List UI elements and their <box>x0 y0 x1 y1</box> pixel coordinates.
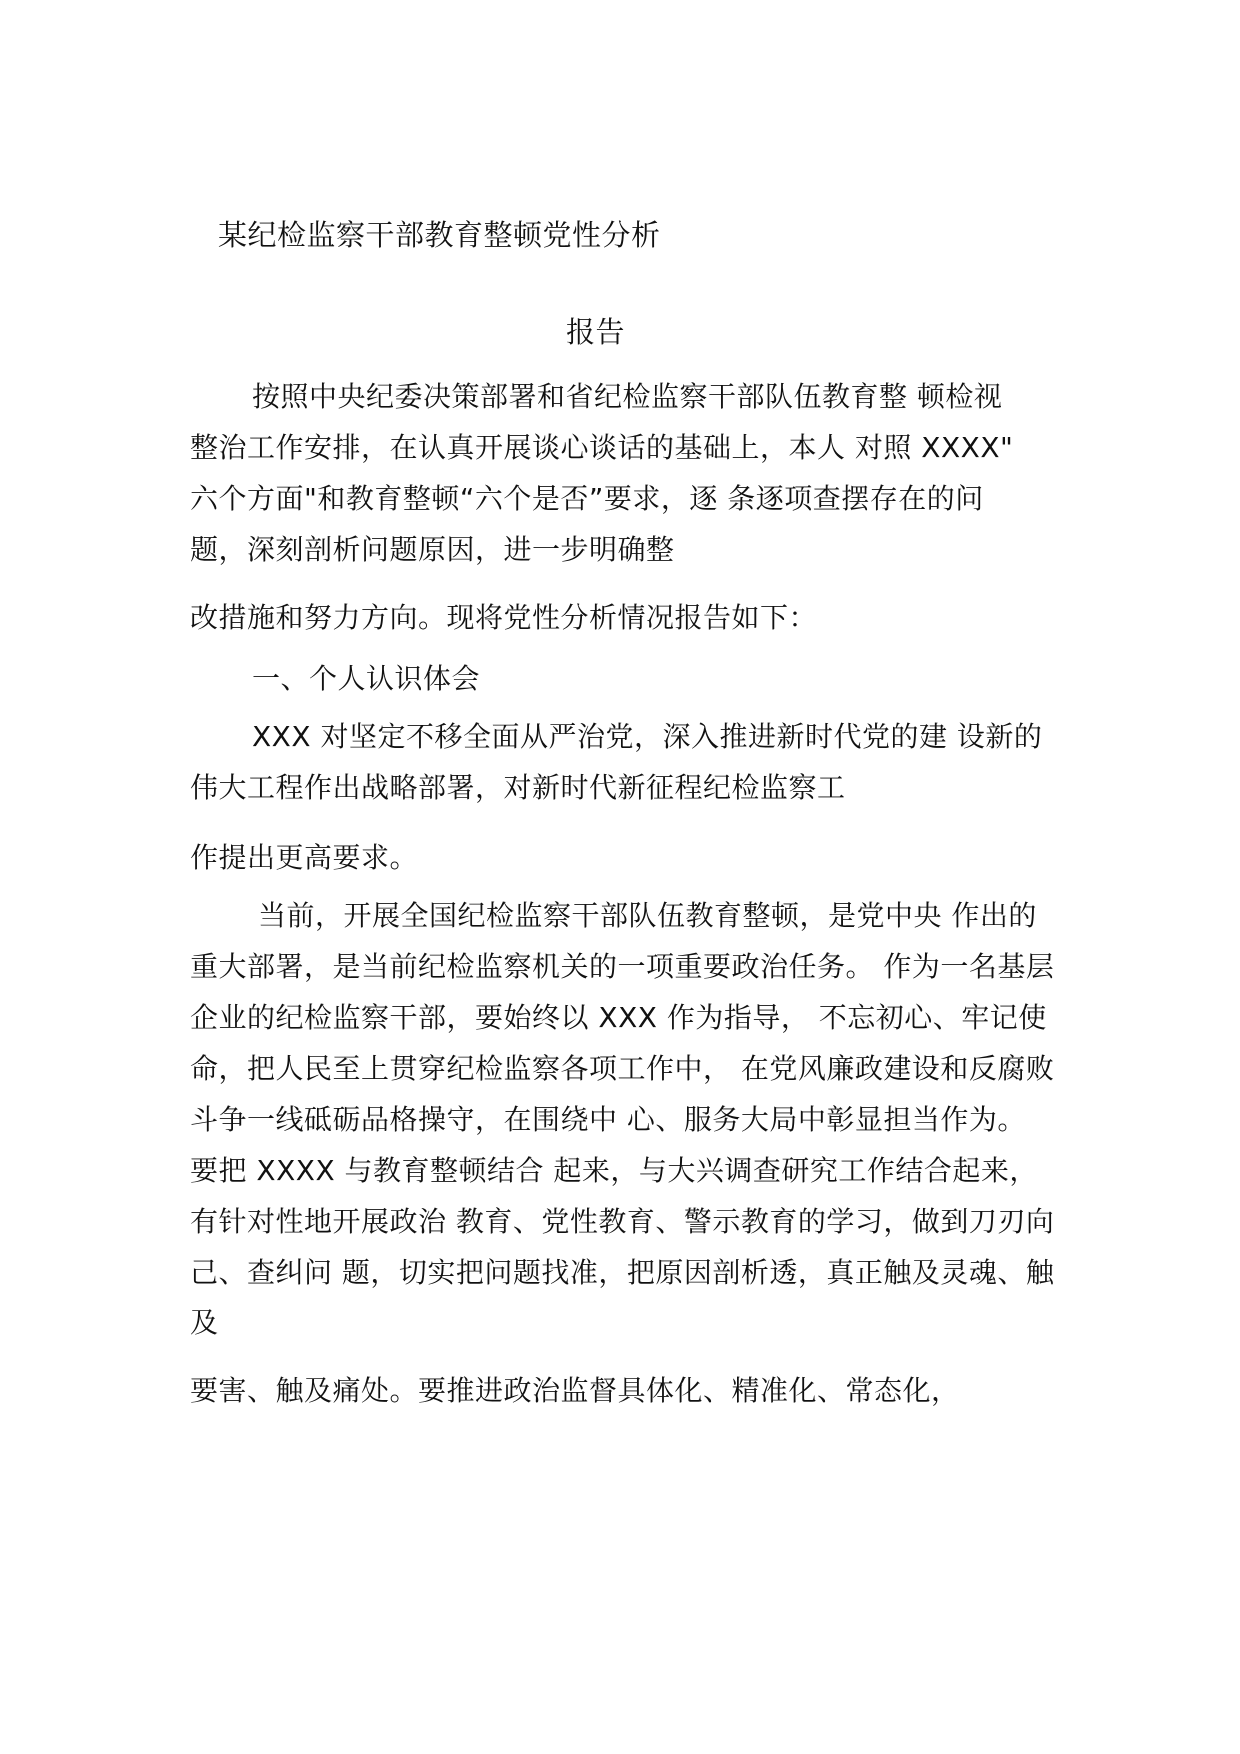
paragraph-line: 命，把人民至上贯穿纪检监察各项工作中， 在党风廉政建设和反腐败 <box>190 1052 1055 1085</box>
paragraph-line: 改措施和努力方向。现将党性分析情况报告如下： <box>190 601 818 634</box>
paragraph-line: 伟大工程作出战略部署，对新时代新征程纪检监察工 <box>190 771 846 804</box>
paragraph-line: 斗争一线砥砺品格操守，在围绕中 心、服务大局中彰显担当作为。 <box>190 1103 1026 1136</box>
paragraph-line: 六个方面"和教育整顿“六个是否”要求，逐 条逐项查摆存在的问 <box>190 482 984 515</box>
paragraph-line: 己、查纠问 题，切实把问题找准，把原因剖析透，真正触及灵魂、触 <box>190 1256 1055 1289</box>
paragraph-line: 要害、触及痛处。要推进政治监督具体化、精准化、常态化， <box>190 1374 960 1407</box>
document-title-line-1: 某纪检监察干部教育整顿党性分析 <box>218 218 661 252</box>
paragraph-line: 整治工作安排，在认真开展谈心谈话的基础上，本人 对照 XXXX" <box>190 431 1014 464</box>
paragraph-line: 重大部署，是当前纪检监察机关的一项重要政治任务。 作为一名基层 <box>190 950 1055 983</box>
paragraph-line: 企业的纪检监察干部，要始终以 XXX 作为指导， 不忘初心、牢记使 <box>190 1001 1047 1034</box>
paragraph-line: 要把 XXXX 与教育整顿结合 起来，与大兴调查研究工作结合起来， <box>190 1154 1038 1187</box>
paragraph-line: 及 <box>190 1306 219 1339</box>
paragraph-line: 按照中央纪委决策部署和省纪检监察干部队伍教育整 顿检视 <box>252 380 1003 413</box>
paragraph-line: XXX 对坚定不移全面从严治党，深入推进新时代党的建 设新的 <box>252 720 1043 753</box>
paragraph-line: 有针对性地开展政治 教育、党性教育、警示教育的学习，做到刀刃向 <box>190 1205 1055 1238</box>
section-heading: 一、个人认识体会 <box>252 662 481 695</box>
paragraph-line: 当前，开展全国纪检监察干部队伍教育整顿，是党中央 作出的 <box>258 899 1037 932</box>
document-title-line-2: 报告 <box>566 315 626 349</box>
paragraph-line: 题，深刻剖析问题原因，进一步明确整 <box>190 533 675 566</box>
paragraph-line: 作提出更高要求。 <box>190 841 419 874</box>
